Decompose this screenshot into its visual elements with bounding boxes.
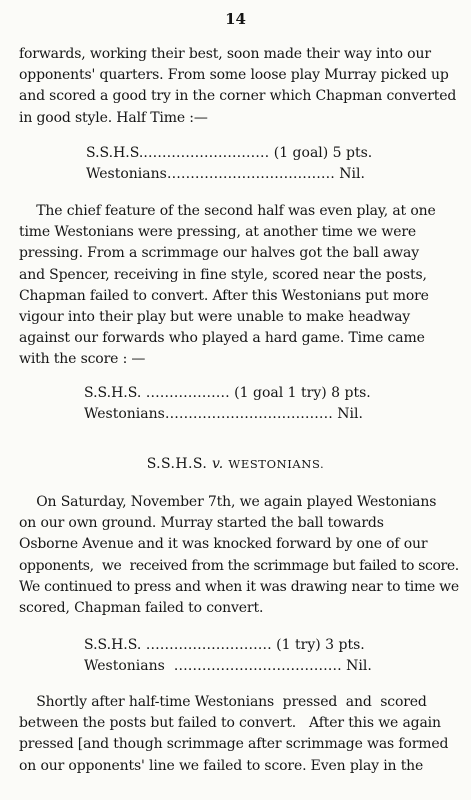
- text-line: pressing. From a scrimmage our halves got the ball away: [19, 245, 419, 262]
- score-home: S.S.H.S. ……………… (1 goal 1 try) 8 pts.: [84, 385, 371, 401]
- text-line: against our forwards who played a hard game. Time came: [19, 330, 425, 347]
- score-away: Westonians……………………………… Nil.: [86, 166, 365, 182]
- text-line: On Saturday, November 7th, we again played Westonians: [19, 494, 437, 510]
- text-line: and scored a good try in the corner which Chapman converted: [19, 88, 457, 105]
- text-line: The chief feature of the second half was even play, at one: [19, 203, 436, 219]
- text-line: pressed [and though scrimmage after scrimmage was formed: [19, 736, 449, 753]
- text-line: between the posts but failed to convert. After this we again: [19, 715, 441, 732]
- score-away: Westonians……………………………… Nil.: [84, 406, 363, 422]
- heading-team-b: WESTONIANS.: [228, 457, 325, 471]
- score-away: Westonians ……………………………… Nil.: [84, 658, 372, 674]
- score-home: S.S.H.S.……………………… (1 goal) 5 pts.: [86, 145, 373, 161]
- paragraph-match-report: [19, 492, 459, 619]
- match-heading: [0, 456, 471, 472]
- text-line: vigour into their play but were unable to make headway: [19, 309, 411, 326]
- text-line: forwards, working their best, soon made their way into our: [19, 46, 431, 62]
- text-line: and Spencer, receiving in fine style, scored near the posts,: [19, 266, 427, 283]
- text-line: on our opponents' line we failed to score. Even play in the: [19, 757, 424, 774]
- text-line: time Westonians were pressing, at another time we were: [19, 224, 417, 241]
- paragraph-first-half: [19, 44, 459, 129]
- text-line: on our own ground. Murray started the ball towards: [19, 515, 384, 532]
- text-line: with the score : —: [19, 351, 146, 368]
- text-line: Osborne Avenue and it was knocked forward by one of our: [19, 536, 428, 553]
- score-half-time: [86, 143, 372, 185]
- score-full-time-1: [84, 383, 371, 425]
- text-line: We continued to press and when it was drawing near to time we: [19, 578, 459, 595]
- text-line: Chapman failed to convert. After this Westonians put more: [19, 287, 429, 304]
- heading-versus: v.: [212, 456, 224, 472]
- text-line: scored, Chapman failed to convert.: [19, 600, 264, 617]
- text-line: opponents' quarters. From some loose play Murray picked up: [19, 67, 449, 84]
- page-number: 14: [225, 10, 246, 28]
- score-second-match: [84, 635, 372, 677]
- heading-team-a: S.S.H.S.: [146, 456, 208, 472]
- text-line: Shortly after half-time Westonians pressed and scored: [19, 694, 427, 710]
- score-home: S.S.H.S. ……………………… (1 try) 3 pts.: [84, 637, 365, 653]
- text-line: opponents, we received from the scrimmage but failed to score.: [19, 557, 459, 574]
- text-line: in good style. Half Time :—: [19, 109, 208, 126]
- paragraph-second-half: [19, 201, 459, 371]
- paragraph-second-half-report: [19, 692, 459, 777]
